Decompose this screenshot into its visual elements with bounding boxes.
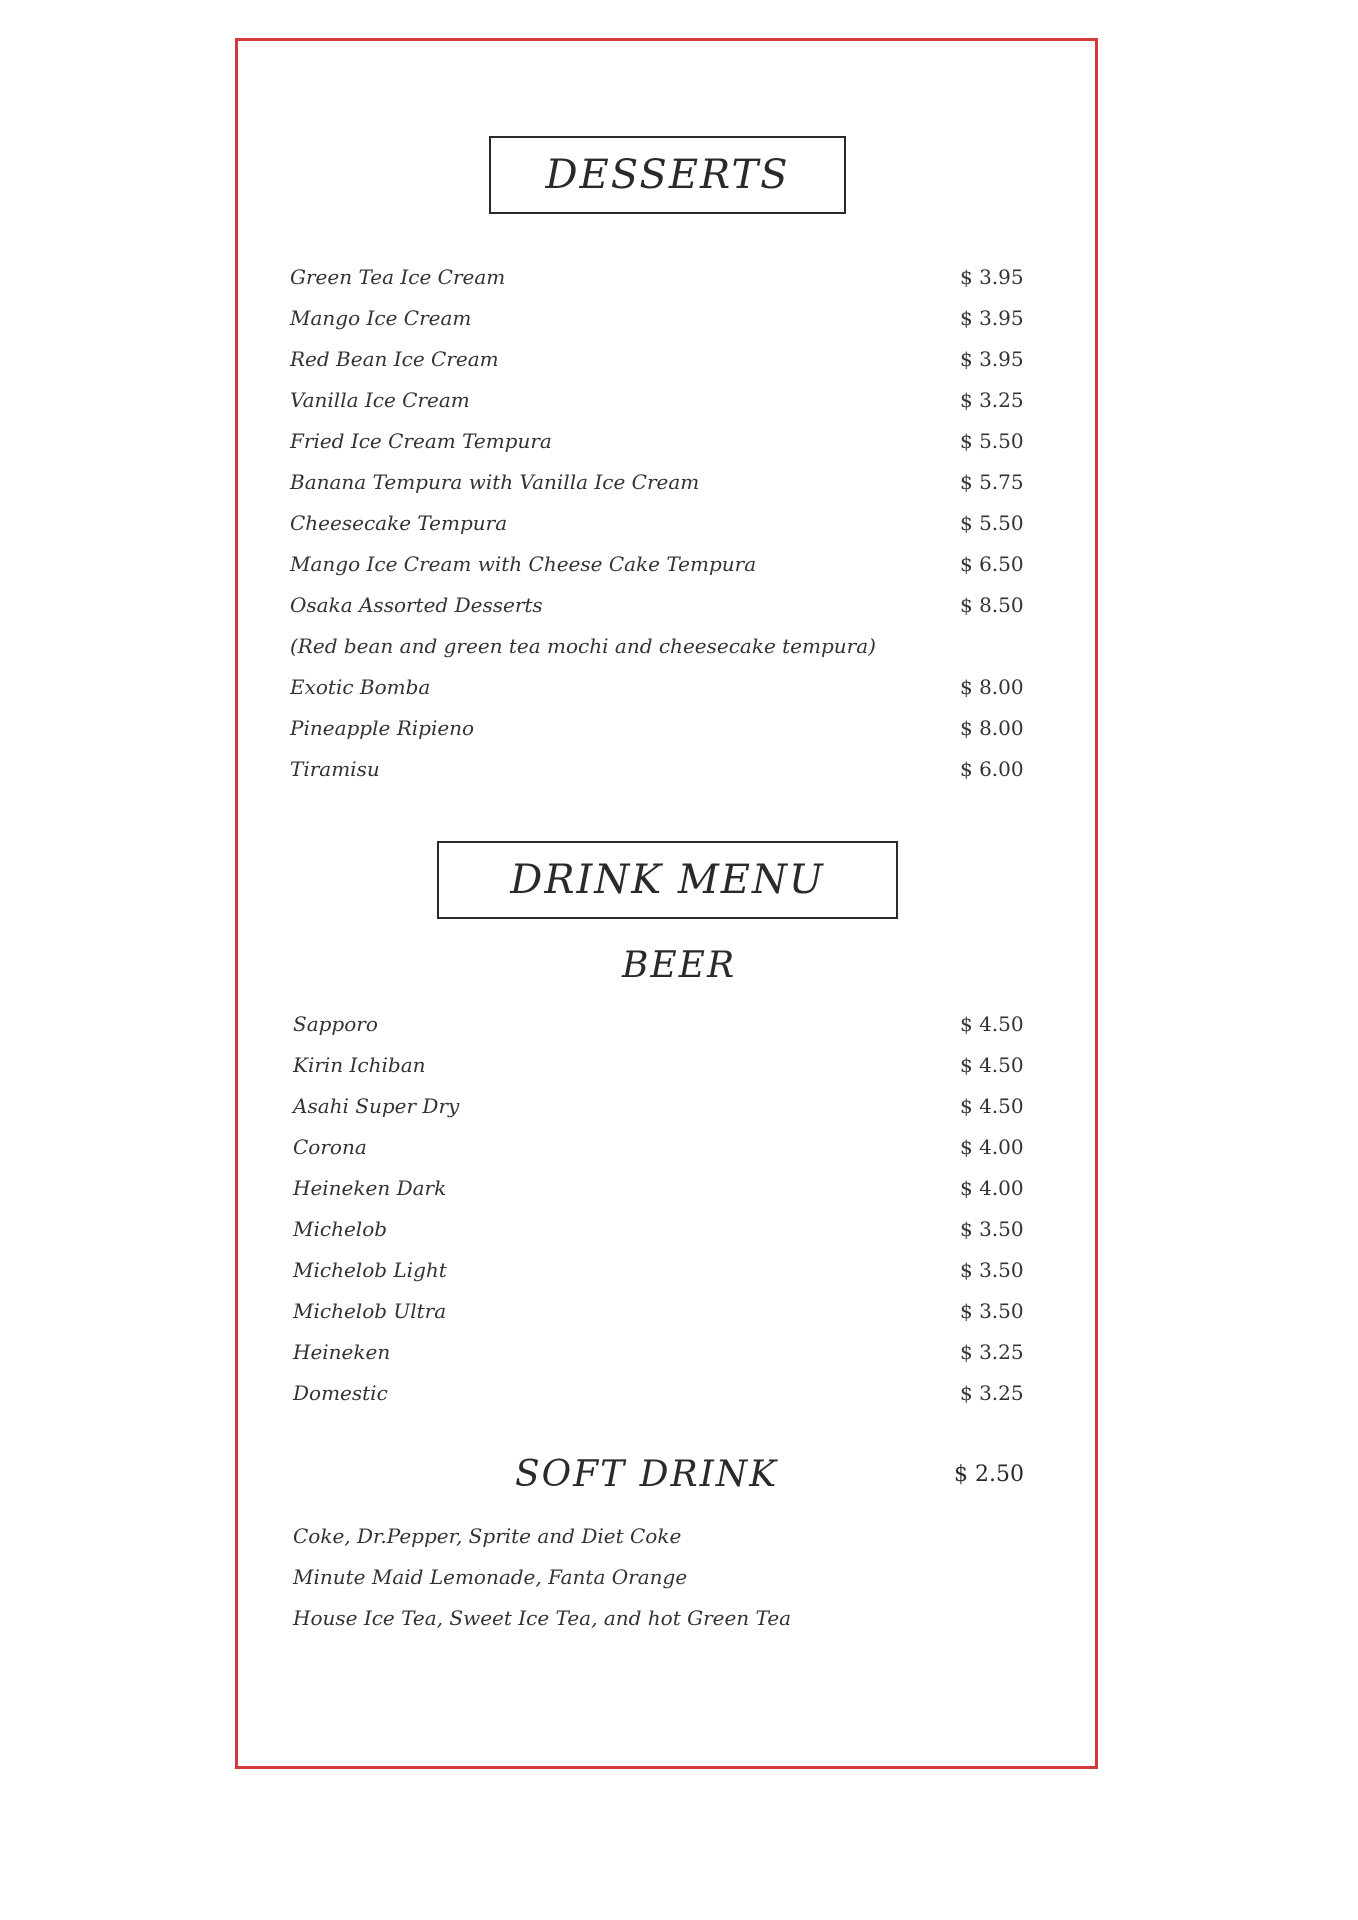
beer-price: $ 3.50 — [960, 1217, 1024, 1241]
dessert-price: $ 8.00 — [960, 675, 1024, 699]
beer-name: Heineken — [293, 1340, 391, 1364]
soft-drink-heading: SOFT DRINK — [515, 1454, 779, 1495]
dessert-price: $ 3.95 — [960, 347, 1024, 371]
dessert-item — [0, 388, 1358, 429]
dessert-item — [0, 757, 1358, 798]
beer-item — [0, 1340, 1358, 1381]
dessert-name: Mango Ice Cream with Cheese Cake Tempura — [290, 552, 757, 576]
beer-item — [0, 1299, 1358, 1340]
beer-heading: BEER — [621, 945, 737, 986]
beer-price: $ 4.00 — [960, 1135, 1024, 1159]
beer-price: $ 3.50 — [960, 1299, 1024, 1323]
beer-name: Michelob Ultra — [293, 1299, 447, 1323]
beer-name: Heineken Dark — [293, 1176, 447, 1200]
beer-price: $ 4.50 — [960, 1012, 1024, 1036]
beer-price: $ 3.25 — [960, 1340, 1024, 1364]
dessert-name: Red Bean Ice Cream — [290, 347, 499, 371]
beer-name: Michelob Light — [293, 1258, 447, 1282]
beer-item — [0, 1094, 1358, 1135]
dessert-price: $ 8.50 — [960, 593, 1024, 617]
dessert-item — [0, 511, 1358, 552]
soft-drink-name: House Ice Tea, Sweet Ice Tea, and hot Green Tea — [293, 1606, 792, 1630]
soft-drink-list — [0, 1524, 1358, 1647]
beer-name: Sapporo — [293, 1012, 378, 1036]
dessert-name: Banana Tempura with Vanilla Ice Cream — [290, 470, 700, 494]
beer-name: Kirin Ichiban — [293, 1053, 426, 1077]
dessert-price: $ 3.25 — [960, 388, 1024, 412]
desserts-heading: DESSERTS — [489, 136, 846, 214]
beer-name: Michelob — [293, 1217, 388, 1241]
dessert-price: $ 3.95 — [960, 306, 1024, 330]
dessert-price: $ 5.50 — [960, 429, 1024, 453]
soft-drink-name: Coke, Dr.Pepper, Sprite and Diet Coke — [293, 1524, 682, 1548]
beer-price: $ 3.25 — [960, 1381, 1024, 1405]
beer-price: $ 4.50 — [960, 1094, 1024, 1118]
beer-price: $ 3.50 — [960, 1258, 1024, 1282]
desserts-list — [0, 265, 1358, 798]
soft-drink-name: Minute Maid Lemonade, Fanta Orange — [293, 1565, 688, 1589]
beer-item — [0, 1381, 1358, 1422]
dessert-item — [0, 347, 1358, 388]
beer-list — [0, 1012, 1358, 1422]
dessert-item — [0, 675, 1358, 716]
beer-name: Corona — [293, 1135, 367, 1159]
beer-item — [0, 1176, 1358, 1217]
dessert-name: Pineapple Ripieno — [290, 716, 475, 740]
soft-drink-item — [0, 1524, 1358, 1565]
beer-name: Asahi Super Dry — [293, 1094, 460, 1118]
dessert-item-description — [0, 634, 1358, 675]
beer-item — [0, 1217, 1358, 1258]
dessert-name: Mango Ice Cream — [290, 306, 472, 330]
dessert-price: $ 5.75 — [960, 470, 1024, 494]
dessert-price: $ 6.50 — [960, 552, 1024, 576]
dessert-name: Vanilla Ice Cream — [290, 388, 470, 412]
dessert-name: Green Tea Ice Cream — [290, 265, 506, 289]
soft-drink-item — [0, 1565, 1358, 1606]
dessert-name: Fried Ice Cream Tempura — [290, 429, 552, 453]
dessert-item — [0, 470, 1358, 511]
dessert-item — [0, 306, 1358, 347]
soft-drink-item — [0, 1606, 1358, 1647]
beer-item — [0, 1012, 1358, 1053]
beer-item — [0, 1053, 1358, 1094]
dessert-price: $ 6.00 — [960, 757, 1024, 781]
soft-drink-price: $ 2.50 — [954, 1462, 1024, 1487]
drink-menu-heading: DRINK MENU — [437, 841, 898, 919]
dessert-price: $ 8.00 — [960, 716, 1024, 740]
dessert-item — [0, 265, 1358, 306]
beer-item — [0, 1135, 1358, 1176]
dessert-item — [0, 552, 1358, 593]
beer-price: $ 4.50 — [960, 1053, 1024, 1077]
beer-item — [0, 1258, 1358, 1299]
dessert-item — [0, 716, 1358, 757]
beer-name: Domestic — [293, 1381, 388, 1405]
dessert-name: Exotic Bomba — [290, 675, 431, 699]
beer-price: $ 4.00 — [960, 1176, 1024, 1200]
dessert-description: (Red bean and green tea mochi and cheesecake tempura) — [290, 634, 876, 658]
dessert-item — [0, 429, 1358, 470]
dessert-item — [0, 593, 1358, 634]
dessert-price: $ 3.95 — [960, 265, 1024, 289]
dessert-price: $ 5.50 — [960, 511, 1024, 535]
dessert-name: Osaka Assorted Desserts — [290, 593, 543, 617]
dessert-name: Tiramisu — [290, 757, 380, 781]
dessert-name: Cheesecake Tempura — [290, 511, 508, 535]
